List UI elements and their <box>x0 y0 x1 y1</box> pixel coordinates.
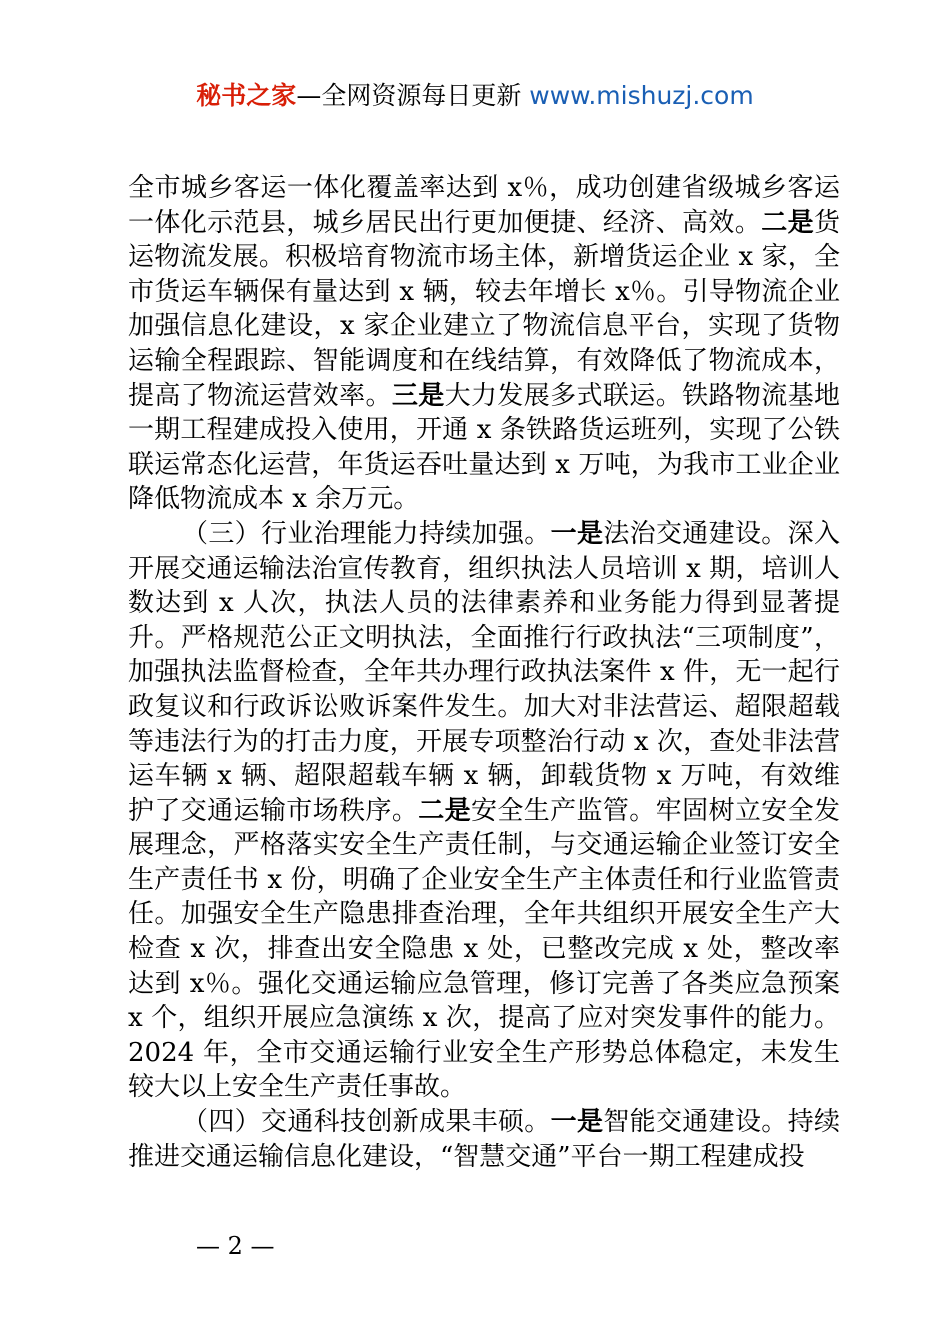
bold-lead-in: 二是 <box>418 795 471 826</box>
text-segment: 安全生产监管。牢固树立安全发展理念，严格落实安全生产责任制，与交通运输企业签订安全生产责任书 x 份，明确了企业安全生产主体责任和行业监管责任。加强安全生产隐患排查治理，全年共组织开展安全生产大检查 x 次，排查出安全隐患 x 处，已整改完成 x 处，整改率达到 x％。强化交通运输应急管理，修订完善了各类应急预案 x 个，组织开展应急演练 x 次，提高了应对突发事件的能力。2024 年，全市交通运输行业安全生产形势总体稳定，未发生较大以上安全生产责任事故。 <box>128 795 840 1103</box>
site-brand: 秘书之家 <box>196 81 297 110</box>
site-url-link[interactable]: www.mishuzj.com <box>529 81 754 110</box>
text-segment: 智能交通建设。持续推进交通运输信息化建设，“智慧交通”平台一期工程建成投 <box>128 1107 840 1172</box>
paragraph-3 <box>128 1105 840 1174</box>
text-segment: 货运物流发展。积极培育物流市场主体，新增货运企业 x 家，全市货运车辆保有量达到 x 辆，较去年增长 x％。引导物流企业加强信息化建设，x 家企业建立了物流信息平台，实现了货物运输全程跟踪、智能调度和在线结算，有效降低了物流成本，提高了物流运营效率。 <box>128 207 840 411</box>
page-number: — 2 — <box>196 1232 275 1260</box>
text-segment: （三）行业治理能力持续加强。 <box>182 518 551 549</box>
text-segment: 全市城乡客运一体化覆盖率达到 x％，成功创建省级城乡客运一体化示范县，城乡居民出行更加便捷、经济、高效。 <box>128 173 840 238</box>
text-segment: 法治交通建设。深入开展交通运输法治宣传教育，组织执法人员培训 x 期，培训人数达到 x 人次，执法人员的法律素养和业务能力得到显著提升。严格规范公正文明执法，全面推行行政执法“三项制度”，加强执法监督检查，全年共办理行政执法案件 x 件，无一起行政复议和行政诉讼败诉案件发生。加大对非法营运、超限超载等违法行为的打击力度，开展专项整治行动 x 次，查处非法营运车辆 x 辆、超限超载车辆 x 辆，卸载货物 x 万吨，有效维护了交通运输市场秩序。 <box>128 518 840 826</box>
bold-lead-in: 一是 <box>550 1107 604 1138</box>
paragraph-1 <box>128 171 840 517</box>
body-text <box>128 171 840 1174</box>
bold-lead-in: 三是 <box>391 380 445 411</box>
bold-lead-in: 二是 <box>761 207 814 238</box>
text-segment: 大力发展多式联运。铁路物流基地一期工程建成投入使用，开通 x 条铁路货运班列，实现了公铁联运常态化运营，年货运吞吐量达到 x 万吨，为我市工业企业降低物流成本 x 余万元。 <box>128 380 840 515</box>
site-slogan: —全网资源每日更新 <box>296 81 522 110</box>
paragraph-2 <box>128 517 840 1105</box>
bold-lead-in: 一是 <box>550 518 604 549</box>
text-segment: （四）交通科技创新成果丰硕。 <box>182 1107 551 1138</box>
header-banner <box>0 78 950 114</box>
